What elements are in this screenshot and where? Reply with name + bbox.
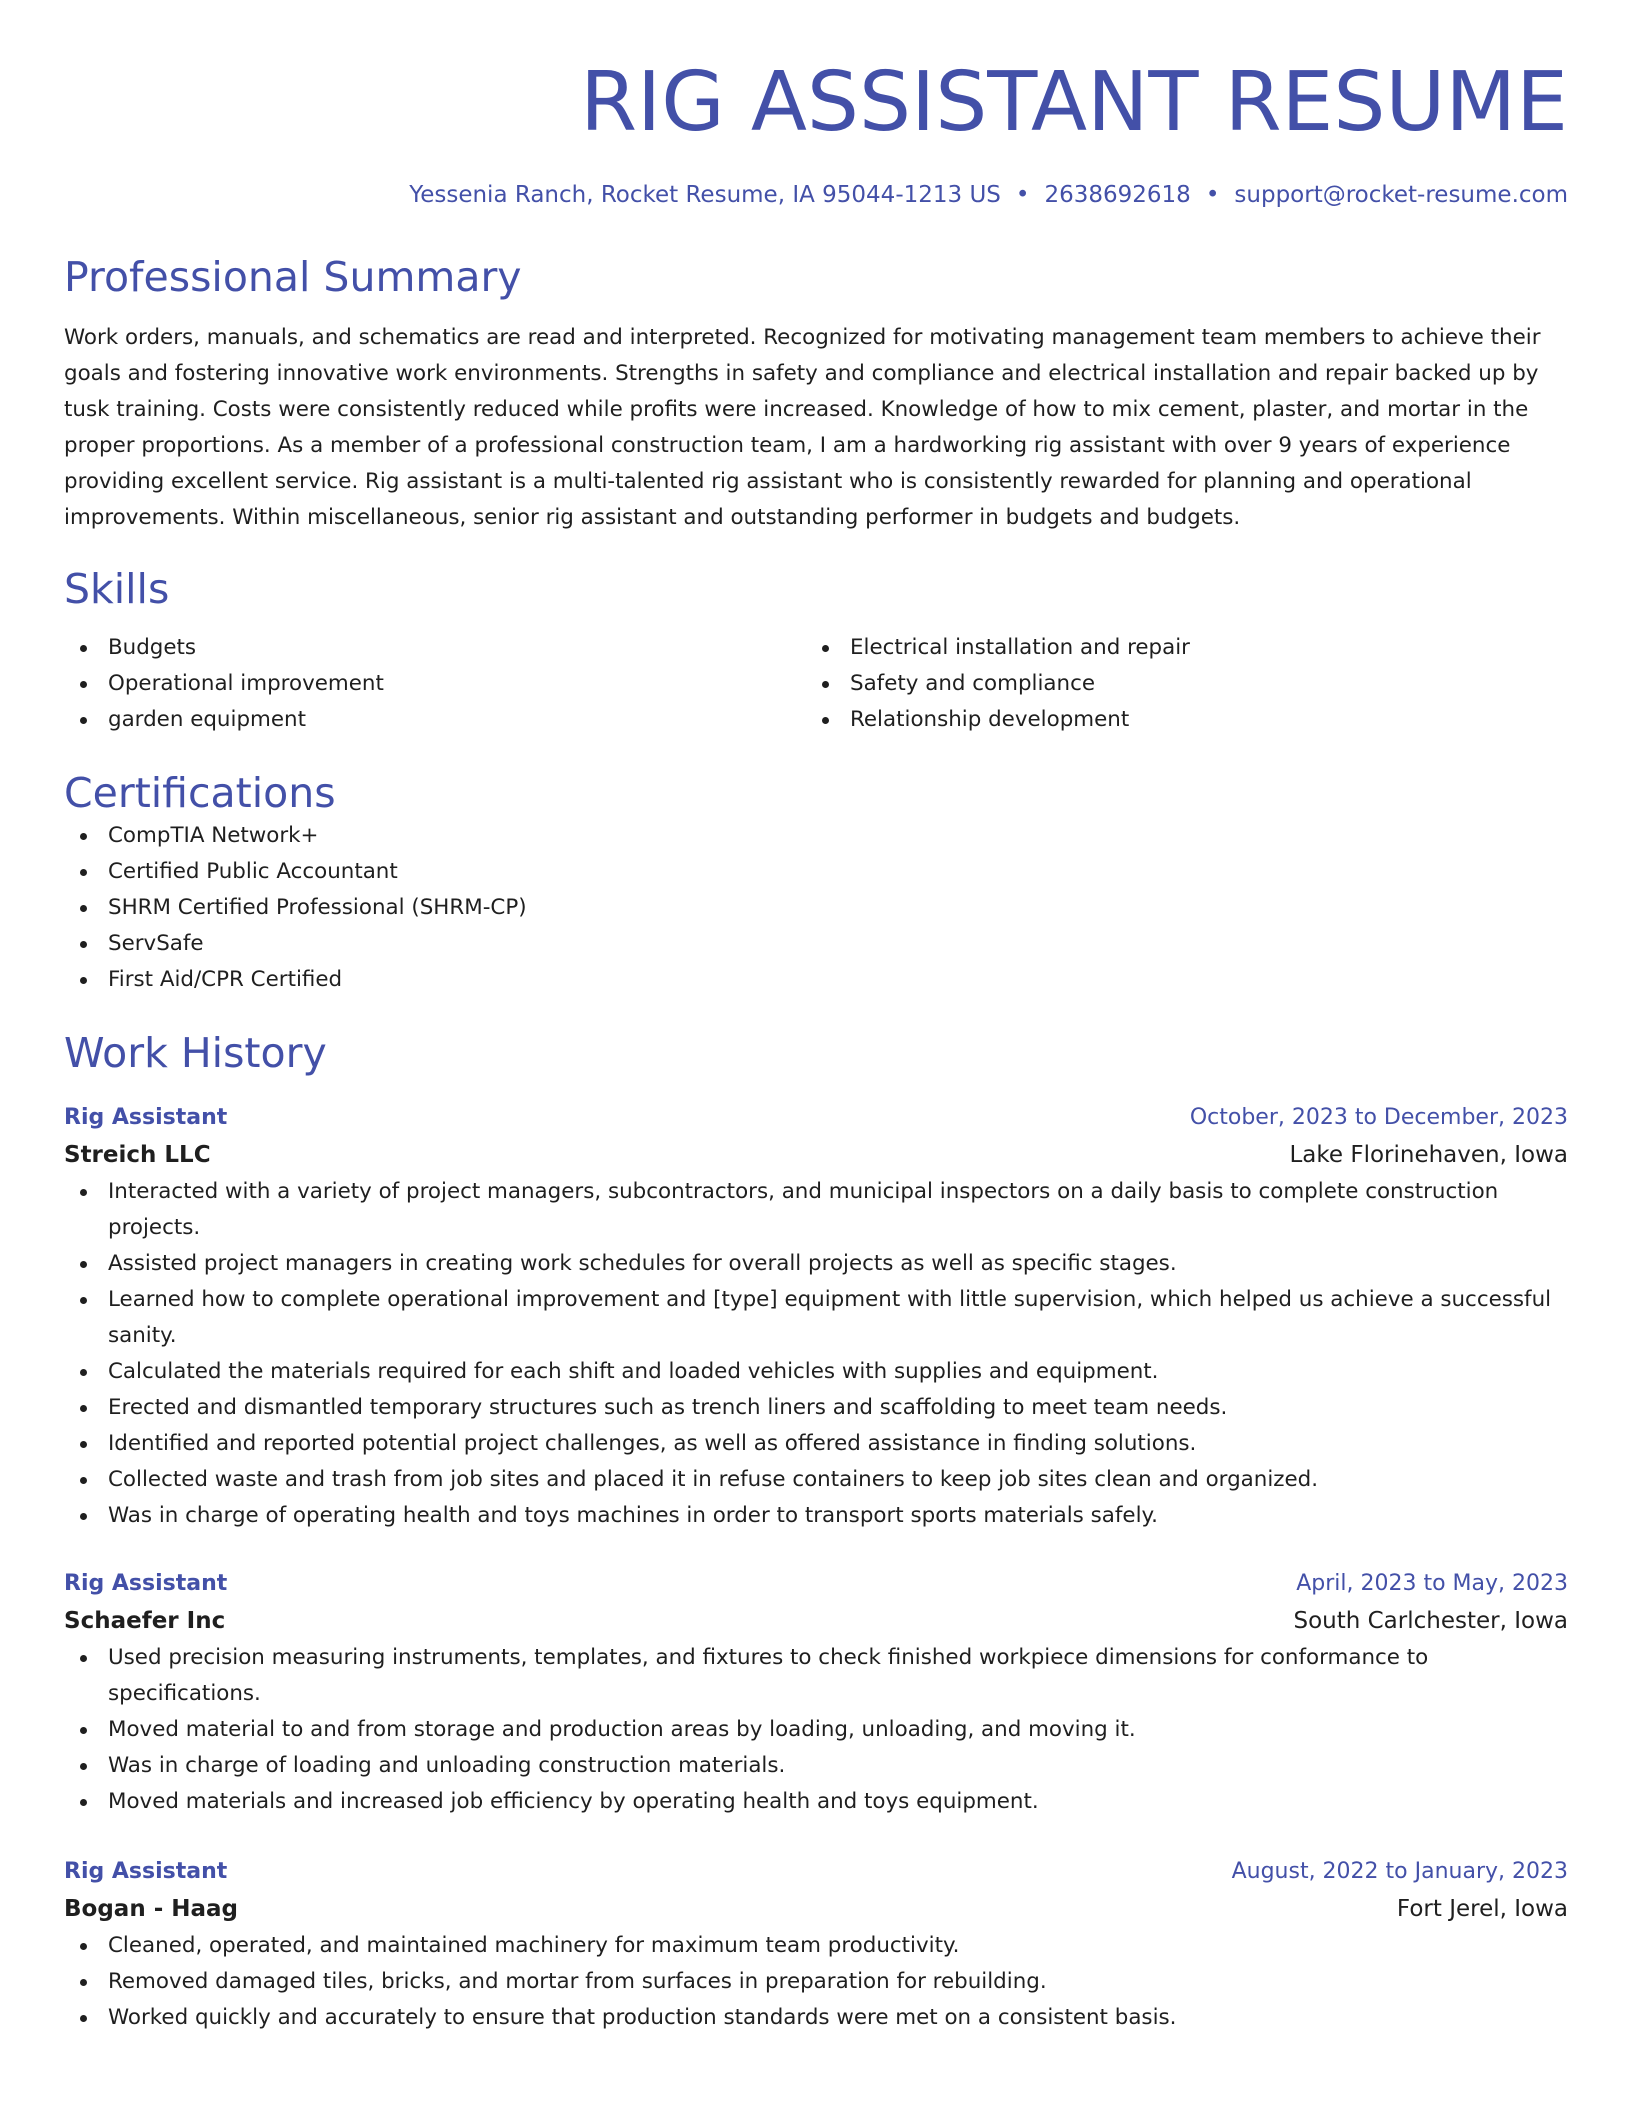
duty-text: Cleaned, operated, and maintained machinery for maximum team productivity.	[108, 1933, 960, 1958]
bullet-icon	[80, 1943, 87, 1950]
bullet-icon	[80, 1261, 87, 1268]
job-entry	[64, 1854, 1568, 2036]
bullet-icon	[80, 833, 87, 840]
bullet-icon	[822, 645, 829, 652]
job-company-row	[64, 1890, 1568, 1928]
certification-item	[64, 926, 1568, 962]
job-dates: August, 2022 to January, 2023	[1231, 1859, 1568, 1884]
duty-text: Erected and dismantled temporary structures such as trench liners and scaffolding to meet team needs.	[108, 1395, 1228, 1420]
job-location: Fort Jerel, Iowa	[1396, 1896, 1568, 1922]
duty-text: Moved material to and from storage and production areas by loading, unloading, and moving it.	[108, 1717, 1136, 1742]
job-dates: April, 2023 to May, 2023	[1296, 1571, 1568, 1596]
skill-label: Budgets	[108, 635, 197, 660]
skills-list-right	[806, 630, 1548, 738]
duty-text: Removed damaged tiles, bricks, and mortar from surfaces in preparation for rebuilding.	[108, 1969, 1047, 1994]
job-duties-list	[64, 1640, 1568, 1820]
duty-item	[64, 1712, 1568, 1748]
duty-item	[64, 1174, 1568, 1246]
bullet-icon	[80, 977, 87, 984]
certification-item	[64, 854, 1568, 890]
skill-item	[806, 666, 1548, 702]
job-company-row	[64, 1136, 1568, 1174]
bullet-icon	[80, 1763, 87, 1770]
skill-label: garden equipment	[108, 707, 306, 732]
certification-item	[64, 818, 1568, 854]
bullet-icon	[80, 1477, 87, 1484]
duty-text: Assisted project managers in creating work schedules for overall projects as well as specific stages.	[108, 1251, 1177, 1276]
summary-heading: Professional Summary	[64, 253, 522, 301]
duty-item	[64, 1426, 1568, 1462]
duty-text: Was in charge of operating health and toys machines in order to transport sports materials safely.	[108, 1503, 1158, 1528]
contact-email[interactable]: support@rocket-resume.com	[1234, 182, 1568, 208]
contact-phone: 2638692618	[1044, 182, 1191, 208]
certification-item	[64, 890, 1568, 926]
duty-item	[64, 1246, 1568, 1282]
duty-item	[64, 1282, 1568, 1354]
job-title: Rig Assistant	[64, 1859, 228, 1884]
certification-label: Certified Public Accountant	[108, 859, 398, 884]
job-title-row	[64, 1566, 1568, 1602]
skills-heading: Skills	[64, 565, 170, 613]
job-duties-list	[64, 1928, 1568, 2036]
bullet-icon	[80, 717, 87, 724]
duty-item	[64, 1354, 1568, 1390]
job-company-row	[64, 1602, 1568, 1640]
duty-item	[64, 1390, 1568, 1426]
job-title-row	[64, 1854, 1568, 1890]
job-location: Lake Florinehaven, Iowa	[1289, 1142, 1568, 1168]
bullet-icon	[80, 1979, 87, 1986]
job-entry	[64, 1566, 1568, 1820]
certification-label: CompTIA Network+	[108, 823, 319, 848]
summary-text: Work orders, manuals, and schematics are read and interpreted. Recognized for motivating management team members to achieve their goals and fostering innovative work environments. Strengths in safety and compliance and electrical installation and repair backed up by tusk training. Costs were consistently reduced while profits were increased. Knowledge of how to mix cement, plaster, and mortar in the proper proportions. As a member of a professional construction team, I am a hardworking rig assistant with over 9 years of experience providing excellent service. Rig assistant is a multi-talented rig assistant who is consistently rewarded for planning and operational improvements. Within miscellaneous, senior rig assistant and outstanding performer in budgets and budgets.	[64, 325, 1541, 530]
bullet-icon	[80, 1513, 87, 1520]
skill-label: Operational improvement	[108, 671, 384, 696]
resume-title: RIG ASSISTANT RESUME	[580, 55, 1568, 150]
duty-text: Interacted with a variety of project managers, subcontractors, and municipal inspectors on a daily basis to complete construction projects.	[108, 1179, 1499, 1240]
duty-text: Collected waste and trash from job sites and placed it in refuse containers to keep job sites clean and organized.	[108, 1467, 1319, 1492]
skill-item	[806, 702, 1548, 738]
bullet-icon	[80, 905, 87, 912]
skill-item	[806, 630, 1548, 666]
certifications-heading: Certifications	[64, 769, 336, 817]
certification-item	[64, 962, 1568, 998]
contact-address: Yessenia Ranch, Rocket Resume, IA 95044-1213 US	[409, 182, 1001, 208]
skills-list-left	[64, 630, 806, 738]
duty-text: Calculated the materials required for each shift and loaded vehicles with supplies and equipment.	[108, 1359, 1159, 1384]
duty-item	[64, 1498, 1568, 1534]
duty-item	[64, 1928, 1568, 1964]
duty-text: Moved materials and increased job efficiency by operating health and toys equipment.	[108, 1789, 1039, 1814]
contact-line	[64, 180, 1568, 210]
duty-item	[64, 1964, 1568, 2000]
job-title: Rig Assistant	[64, 1571, 228, 1596]
contact-separator: •	[1015, 182, 1030, 208]
skill-item	[64, 702, 806, 738]
duty-text: Was in charge of loading and unloading construction materials.	[108, 1753, 786, 1778]
job-location: South Carlchester, Iowa	[1293, 1608, 1568, 1634]
bullet-icon	[80, 681, 87, 688]
skill-label: Safety and compliance	[850, 671, 1096, 696]
resume-page	[64, 0, 1568, 2036]
skill-item	[64, 666, 806, 702]
job-company: Schaefer Inc	[64, 1608, 226, 1634]
job-duties-list	[64, 1174, 1568, 1534]
job-title-row	[64, 1100, 1568, 1136]
bullet-icon	[80, 1405, 87, 1412]
bullet-icon	[80, 1799, 87, 1806]
bullet-icon	[80, 1655, 87, 1662]
certification-label: ServSafe	[108, 931, 204, 956]
contact-separator: •	[1205, 182, 1220, 208]
duty-text: Worked quickly and accurately to ensure that production standards were met on a consistent basis.	[108, 2005, 1177, 2030]
skill-label: Relationship development	[850, 707, 1130, 732]
work-history-heading: Work History	[64, 1029, 327, 1077]
bullet-icon	[80, 1297, 87, 1304]
bullet-icon	[80, 645, 87, 652]
certification-label: SHRM Certified Professional (SHRM-CP)	[108, 895, 527, 920]
certification-label: First Aid/CPR Certified	[108, 967, 343, 992]
bullet-icon	[80, 1441, 87, 1448]
duty-item	[64, 2000, 1568, 2036]
duty-text: Learned how to complete operational improvement and [type] equipment with little supervision, which helped us achieve a successful sanity.	[108, 1287, 1552, 1348]
bullet-icon	[80, 2015, 87, 2022]
bullet-icon	[80, 1727, 87, 1734]
duty-item	[64, 1462, 1568, 1498]
bullet-icon	[80, 869, 87, 876]
bullet-icon	[80, 1369, 87, 1376]
job-dates: October, 2023 to December, 2023	[1189, 1105, 1568, 1130]
duty-item	[64, 1640, 1568, 1712]
bullet-icon	[822, 717, 829, 724]
job-company: Bogan - Haag	[64, 1896, 239, 1922]
duty-text: Used precision measuring instruments, templates, and fixtures to check finished workpiece dimensions for conformance to specifications.	[108, 1645, 1429, 1706]
job-entry	[64, 1100, 1568, 1534]
duty-item	[64, 1748, 1568, 1784]
job-company: Streich LLC	[64, 1142, 211, 1168]
skill-item	[64, 630, 806, 666]
duty-text: Identified and reported potential project challenges, as well as offered assistance in finding solutions.	[108, 1431, 1197, 1456]
duty-item	[64, 1784, 1568, 1820]
job-title: Rig Assistant	[64, 1105, 228, 1130]
bullet-icon	[822, 681, 829, 688]
skills-grid	[64, 630, 1568, 738]
skill-label: Electrical installation and repair	[850, 635, 1190, 660]
bullet-icon	[80, 1189, 87, 1196]
bullet-icon	[80, 941, 87, 948]
certifications-list	[64, 818, 1568, 998]
